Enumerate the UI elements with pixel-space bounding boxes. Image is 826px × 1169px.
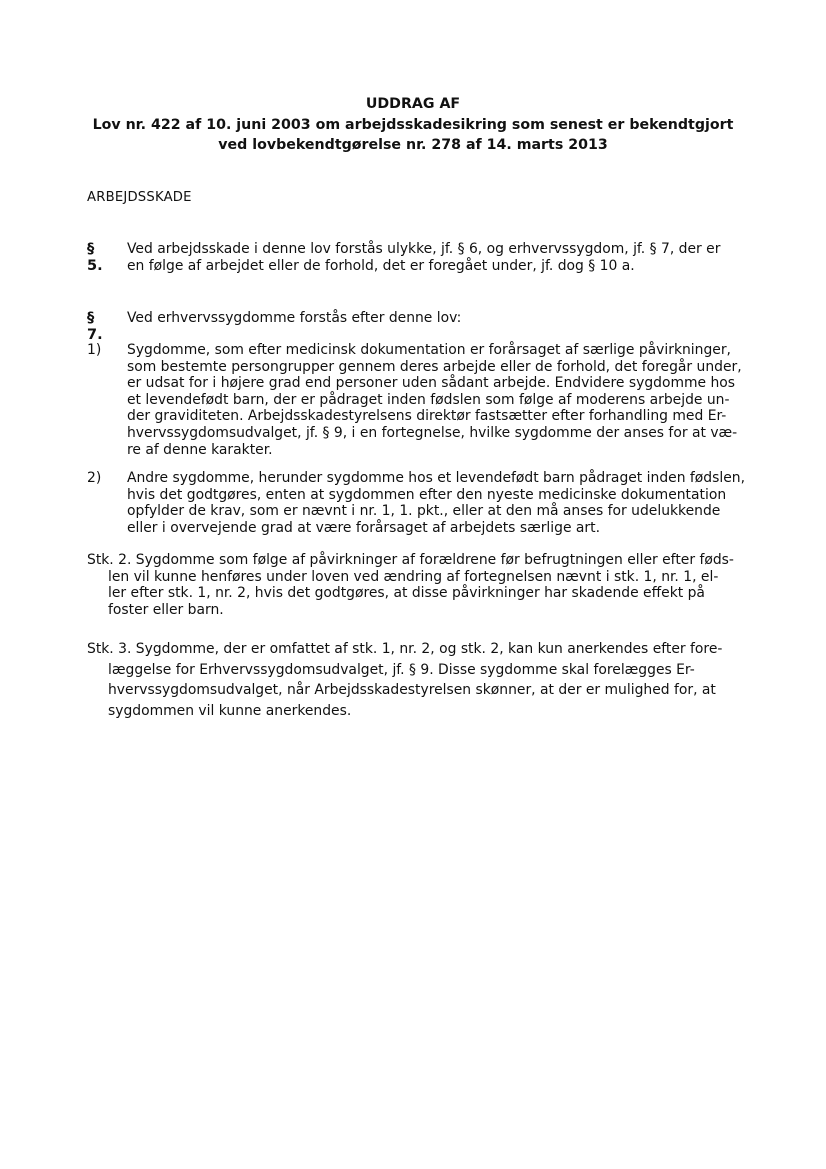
list-item-body bbox=[127, 342, 767, 458]
list-item-number: 2) bbox=[87, 470, 102, 486]
paragraph-body bbox=[127, 241, 767, 274]
paragraph-line: Stk. 3. Sygdomme, der er omfattet af stk. 1, nr. 2, og stk. 2, kan kun anerkendes efter fore- bbox=[87, 641, 723, 657]
header-line-2: Lov nr. 422 af 10. juni 2003 om arbejdsskadesikring som senest er bekendtgjort bbox=[92, 116, 734, 133]
paragraph-line: Andre sygdomme, herunder sygdomme hos et levendefødt barn pådraget inden fødslen, bbox=[127, 470, 745, 486]
section-heading: ARBEJDSSKADE bbox=[87, 190, 192, 205]
paragraph-line: som bestemte persongrupper gennem deres arbejde eller de forhold, det foregår under, bbox=[127, 358, 742, 375]
paragraph-number: § 7. bbox=[87, 310, 103, 343]
paragraph-line: Ved arbejdsskade i denne lov forstås ulykke, jf. § 6, og erhvervssygdom, jf. § 7, der er bbox=[127, 241, 721, 257]
paragraph-line: Ved erhvervssygdomme forstås efter denne lov: bbox=[127, 310, 462, 326]
paragraph-line: der graviditeten. Arbejdsskadestyrelsens direktør fastsætter efter forhandling med Er- bbox=[127, 408, 727, 425]
paragraph-number: § 5. bbox=[87, 241, 103, 274]
paragraph-line: re af denne karakter. bbox=[127, 441, 273, 458]
paragraph-line: eller i overvejende grad at være forårsaget af arbejdets særlige art. bbox=[127, 519, 601, 536]
list-item-number: 1) bbox=[87, 342, 102, 358]
paragraph-line: en følge af arbejdet eller de forhold, det er foregået under, jf. dog § 10 a. bbox=[127, 257, 635, 274]
list-item-body bbox=[127, 470, 767, 536]
paragraph-line: Sygdomme, som efter medicinsk dokumentation er forårsaget af særlige påvirkninger, bbox=[127, 342, 731, 358]
paragraph-line: ler efter stk. 1, nr. 2, hvis det godtgøres, at disse påvirkninger har skadende effekt på bbox=[108, 585, 705, 602]
paragraph-line: hvervssygdomsudvalget, jf. § 9, i en fortegnelse, hvilke sygdomme der anses for at væ- bbox=[127, 424, 738, 441]
paragraph-intro bbox=[127, 310, 767, 327]
paragraph-line: læggelse for Erhvervssygdomsudvalget, jf. § 9. Disse sygdomme skal forelægges Er- bbox=[108, 661, 695, 678]
paragraph-line: foster eller barn. bbox=[108, 601, 224, 618]
paragraph-line: Stk. 2. Sygdomme som følge af påvirkninger af forældrene før befrugtningen eller efter føds- bbox=[87, 552, 734, 568]
paragraph-line: len vil kunne henføres under loven ved ændring af fortegnelsen nævnt i stk. 1, nr. 1, el- bbox=[108, 568, 719, 585]
paragraph-line: er udsat for i højere grad end personer uden sådant arbejde. Endvidere sygdomme hos bbox=[127, 375, 736, 392]
header-line-1: UDDRAG AF bbox=[365, 96, 461, 112]
stk-2-paragraph bbox=[87, 552, 734, 618]
header-line-3: ved lovbekendtgørelse nr. 278 af 14. marts 2013 bbox=[218, 137, 608, 153]
stk-3-paragraph bbox=[87, 639, 722, 721]
paragraph-line: sygdommen vil kunne anerkendes. bbox=[108, 702, 352, 719]
paragraph-line: opfylder de krav, som er nævnt i nr. 1, 1. pkt., eller at den må anses for udelukkende bbox=[127, 503, 721, 520]
document-header bbox=[60, 94, 766, 156]
paragraph-line: et levendefødt barn, der er pådraget inden fødslen som følge af moderens arbejde un- bbox=[127, 391, 730, 408]
paragraph-line: hvervssygdomsudvalget, når Arbejdsskadestyrelsen skønner, at der er mulighed for, at bbox=[108, 682, 716, 698]
paragraph-line: hvis det godtgøres, enten at sygdommen efter den nyeste medicinske dokumentation bbox=[127, 486, 727, 503]
